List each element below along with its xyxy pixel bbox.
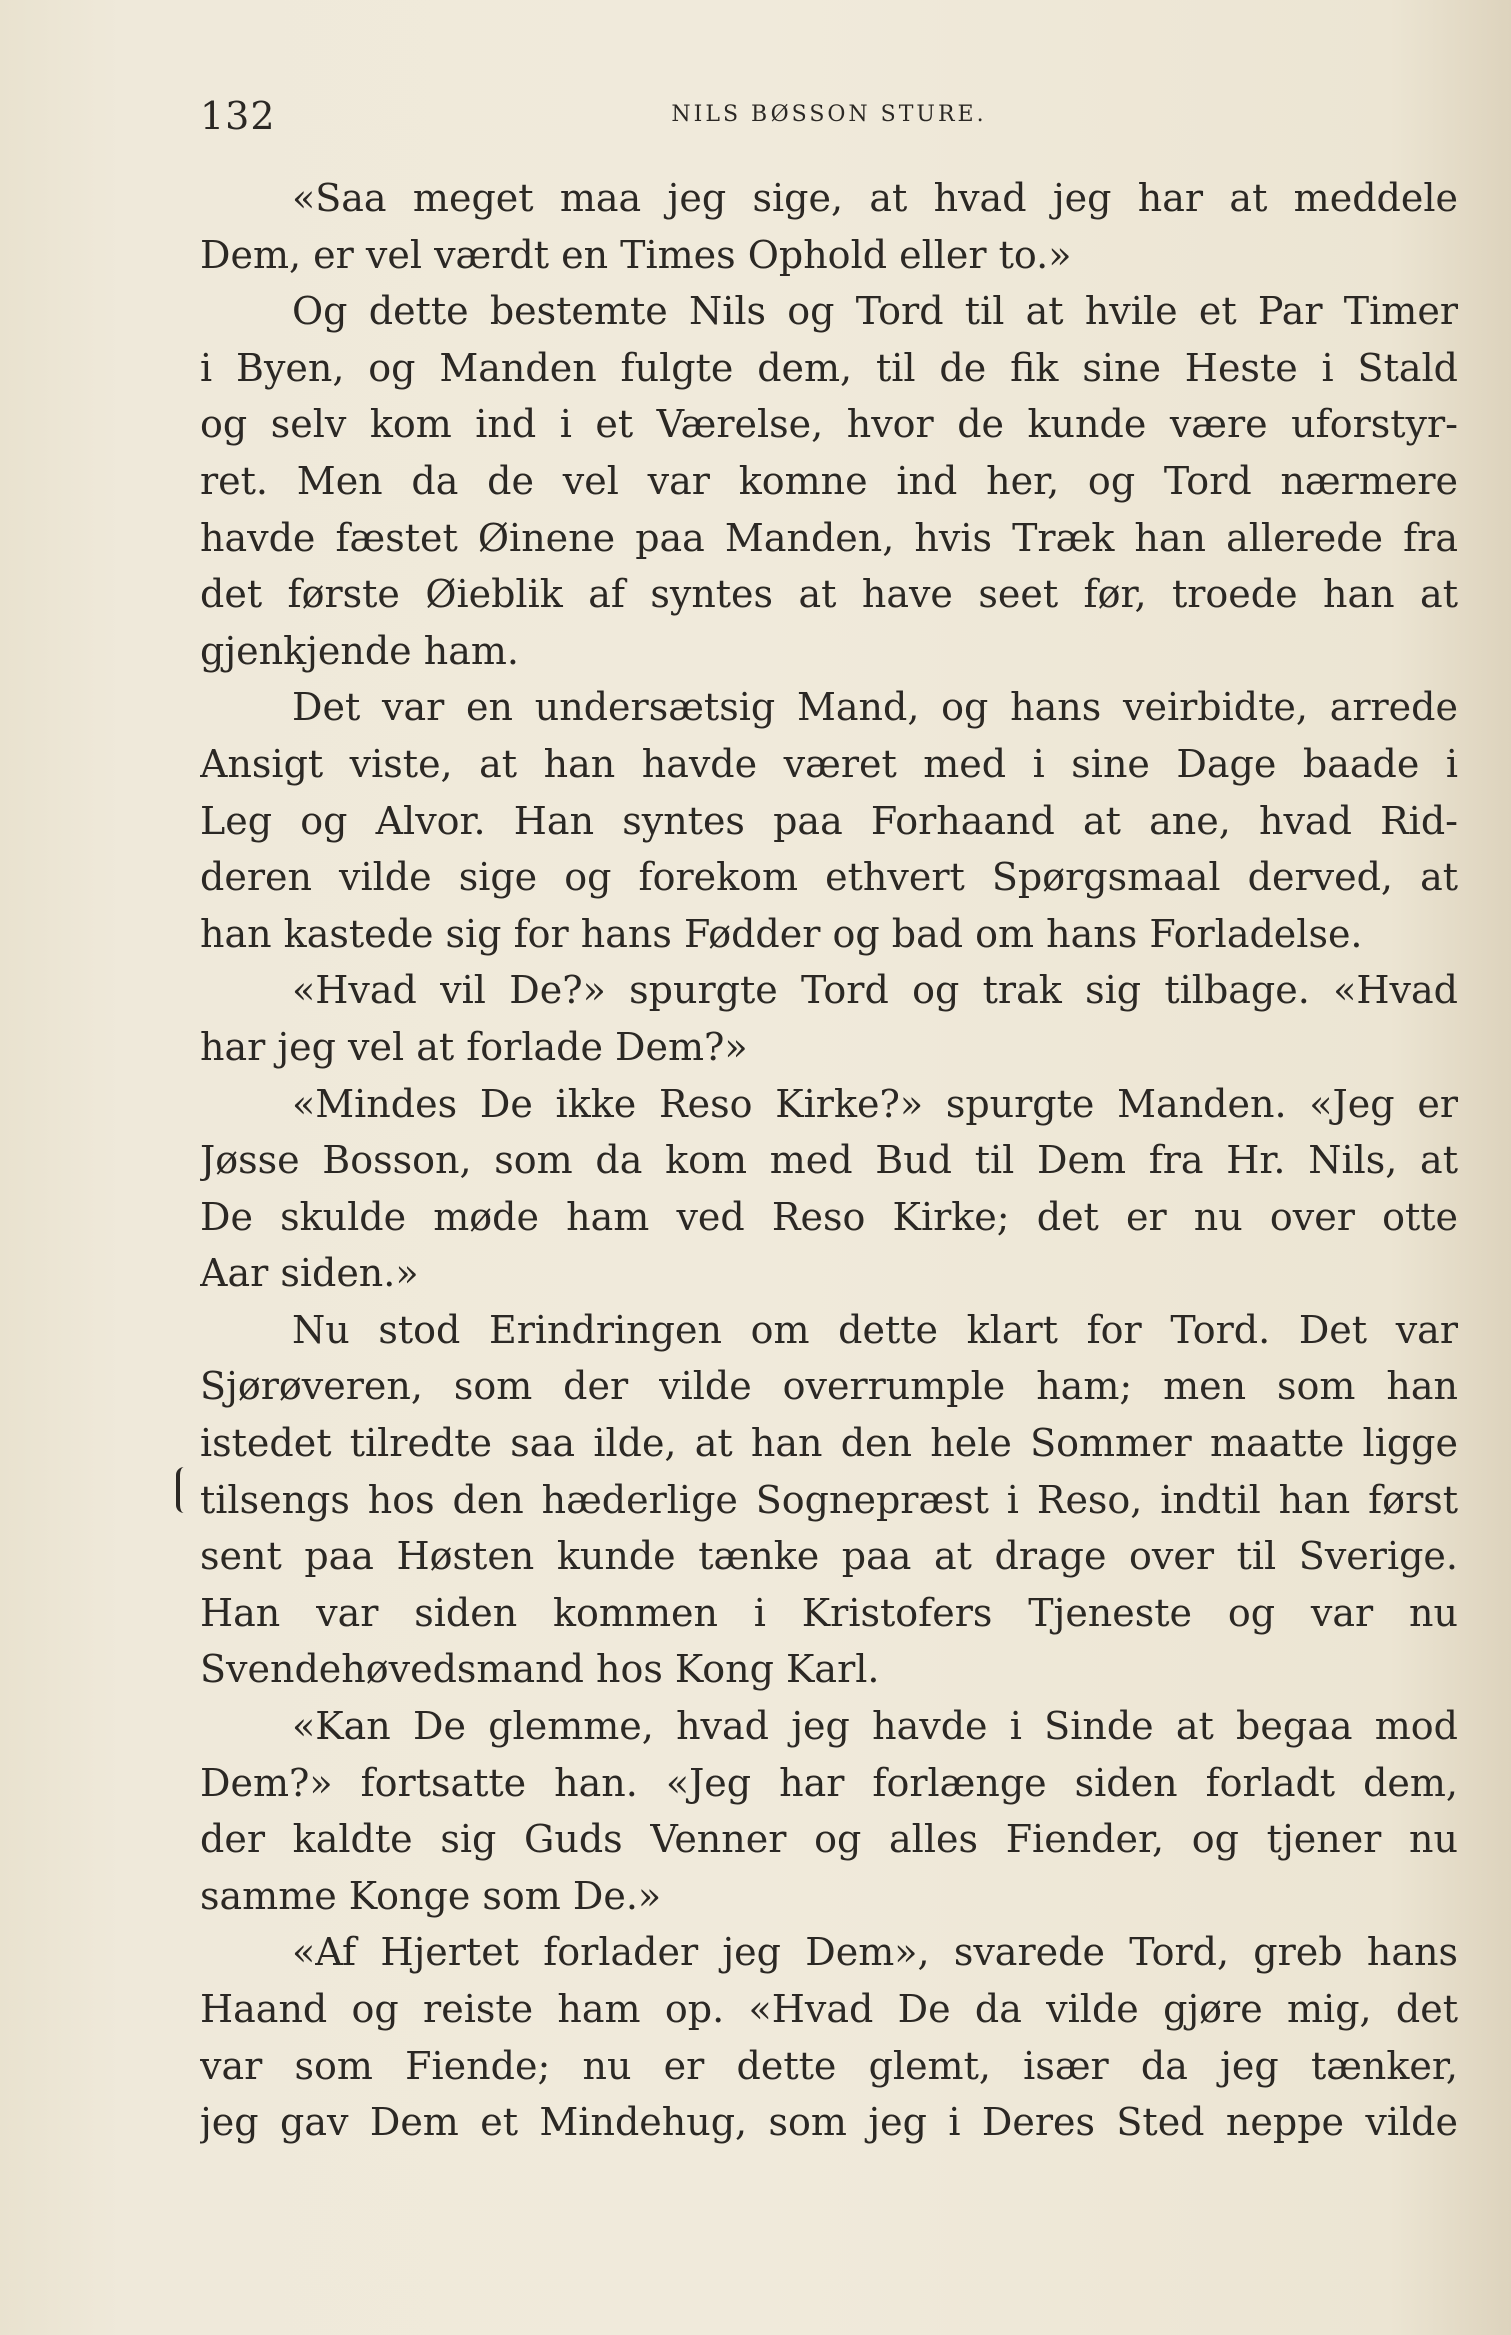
text-line: Han var siden kommen i Kristofers Tjeneste og var nu [200,1590,1458,1635]
text-line: i Byen, og Manden fulgte dem, til de fik sine Heste i Stald [200,345,1458,390]
text-line: deren vilde sige og forekom ethvert Spørgsmaal derved, at [200,855,1458,900]
text-line: Nu stod Erindringen om dette klart for Tord. Det var [292,1307,1458,1352]
text-line: Og dette bestemte Nils og Tord til at hvile et Par Timer [292,289,1458,334]
text-line: det første Øieblik af syntes at have seet før, troede han at [200,572,1458,617]
text-line: Jøsse Bosson, som da kom med Bud til Dem fra Hr. Nils, at [200,1138,1458,1183]
text-line: Dem, er vel værdt en Times Ophold eller to.» [200,232,1072,277]
text-line: har jeg vel at forlade Dem?» [200,1024,748,1069]
page-header [200,88,1458,148]
text-line: Ansigt viste, at han havde været med i sine Dage baade i [200,741,1458,786]
text-line: «Hvad vil De?» spurgte Tord og trak sig tilbage. «Hvad [292,968,1458,1013]
text-line: «Kan De glemme, hvad jeg havde i Sinde at begaa mod [292,1704,1458,1749]
text-line: Det var en undersætsig Mand, og hans veirbidte, arrede [292,685,1458,730]
text-line: «Mindes De ikke Reso Kirke?» spurgte Manden. «Jeg er [292,1081,1458,1126]
running-head: NILS BØSSON STURE. [671,102,987,127]
text-line: «Saa meget maa jeg sige, at hvad jeg har at meddele [292,176,1458,220]
text-line: og selv kom ind i et Værelse, hvor de kunde være uforstyr- [200,402,1458,447]
text-line: han kastede sig for hans Fødder og bad om hans Forladelse. [200,911,1363,956]
page-number: 132 [200,94,276,138]
margin-bracket-mark [176,1467,185,1513]
text-line: Aar siden.» [200,1251,419,1296]
text-line: Svendehøvedsmand hos Kong Karl. [200,1647,880,1692]
text-line: Sjørøveren, som der vilde overrumple ham; men som han [200,1364,1458,1409]
text-line: ret. Men da de vel var komne ind her, og Tord nærmere [200,458,1458,503]
text-line: tilsengs hos den hæderlige Sognepræst i Reso, indtil han først [200,1477,1458,1522]
text-line: sent paa Høsten kunde tænke paa at drage over til Sverige. [200,1534,1458,1579]
text-line: istedet tilredte saa ilde, at han den hele Sommer maatte ligge [200,1421,1458,1466]
text-line: Haand og reiste ham op. «Hvad De da vilde gjøre mig, det [200,1987,1458,2031]
text-line: samme Konge som De.» [200,1873,662,1918]
text-line: der kaldte sig Guds Venner og alles Fiender, og tjener nu [200,1817,1458,1862]
text-line: Leg og Alvor. Han syntes paa Forhaand at ane, hvad Rid- [200,798,1458,843]
text-line: jeg gav Dem et Mindehug, som jeg i Deres Sted neppe vilde [200,2100,1458,2145]
text-line: havde fæstet Øinene paa Manden, hvis Træk han allerede fra [200,515,1458,560]
text-line: De skulde møde ham ved Reso Kirke; det er nu over otte [200,1194,1458,1239]
text-line: var som Fiende; nu er dette glemt, især da jeg tænker, [200,2043,1458,2088]
body-text [200,170,1458,2151]
text-line: «Af Hjertet forlader jeg Dem», svarede Tord, greb hans [292,1930,1458,1975]
text-line: Dem?» fortsatte han. «Jeg har forlænge siden forladt dem, [200,1760,1458,1805]
text-line: gjenkjende ham. [200,628,519,673]
